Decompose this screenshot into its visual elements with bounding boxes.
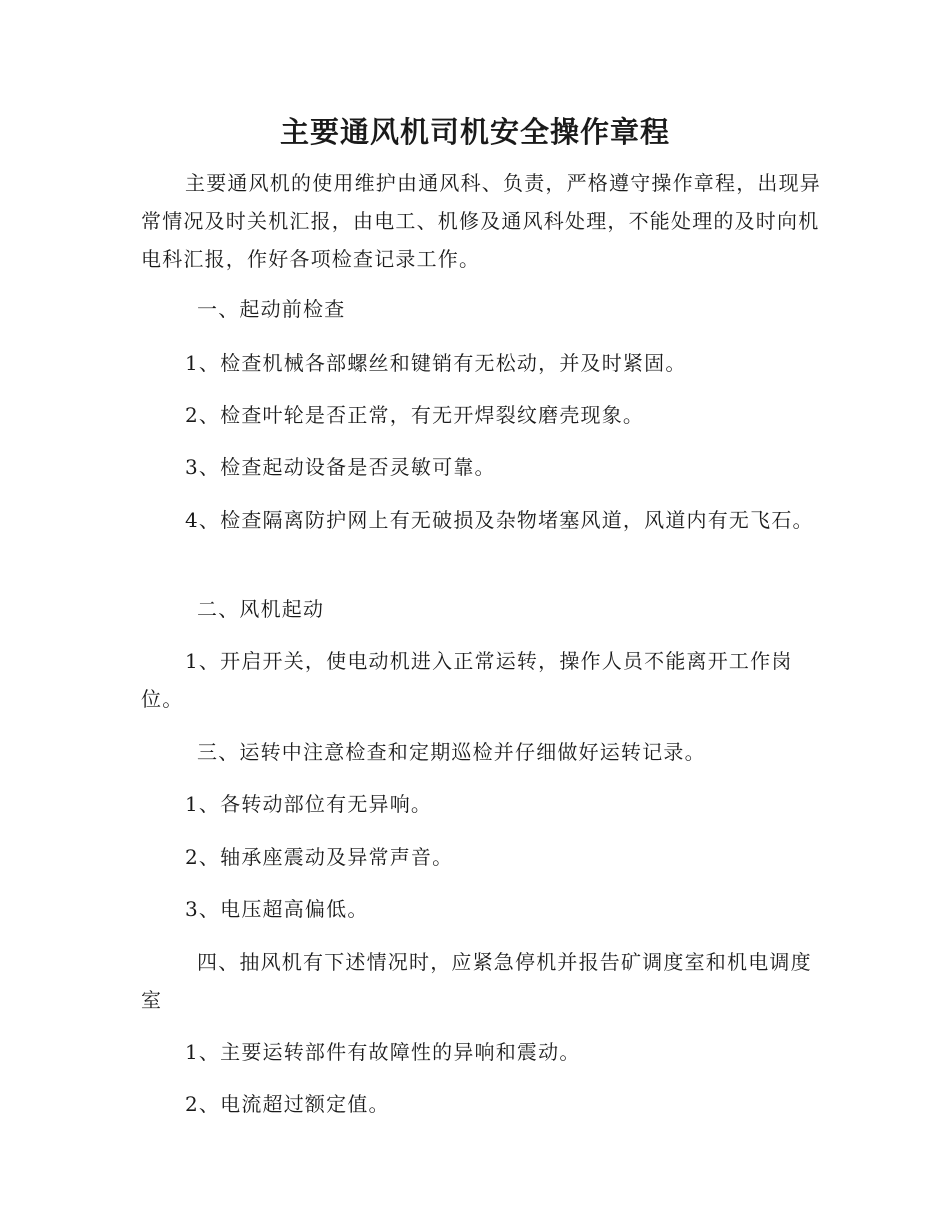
list-item: 1、开启开关，使电动机进入正常运转，操作人员不能离开工作岗位。: [141, 649, 793, 711]
list-item: 1、各转动部位有无异响。: [185, 792, 433, 816]
list-item: 2、检查叶轮是否正常，有无开焊裂纹磨壳现象。: [185, 403, 645, 427]
section-heading-4: 四、抽风机有下述情况时，应紧急停机并报告矿调度室和机电调度室: [141, 950, 812, 1012]
list-item: 2、轴承座震动及异常声音。: [185, 845, 454, 869]
list-item: 2、电流超过额定值。: [185, 1092, 390, 1116]
list-item: 4、检查隔离防护网上有无破损及杂物堵塞风道，风道内有无飞石。: [185, 508, 814, 532]
list-item: 3、检查起动设备是否灵敏可靠。: [185, 455, 496, 479]
section-heading-1: 一、起动前检查: [197, 297, 346, 321]
section-heading-2: 二、风机起动: [197, 597, 325, 621]
document-title: 主要通风机司机安全操作章程: [279, 115, 670, 149]
list-item: 3、电压超高偏低。: [185, 897, 369, 921]
section-heading-3: 三、运转中注意检查和定期巡检并仔细做好运转记录。: [197, 740, 706, 764]
list-item: 1、主要运转部件有故障性的异响和震动。: [185, 1040, 581, 1064]
list-item: 1、检查机械各部螺丝和键销有无松动，并及时紧固。: [185, 351, 687, 375]
intro-paragraph: 主要通风机的使用维护由通风科、负责，严格遵守操作章程，出现异常情况及时关机汇报，由电工、机修及通风科处理，不能处理的及时向机电科汇报，作好各项检查记录工作。: [141, 171, 821, 271]
